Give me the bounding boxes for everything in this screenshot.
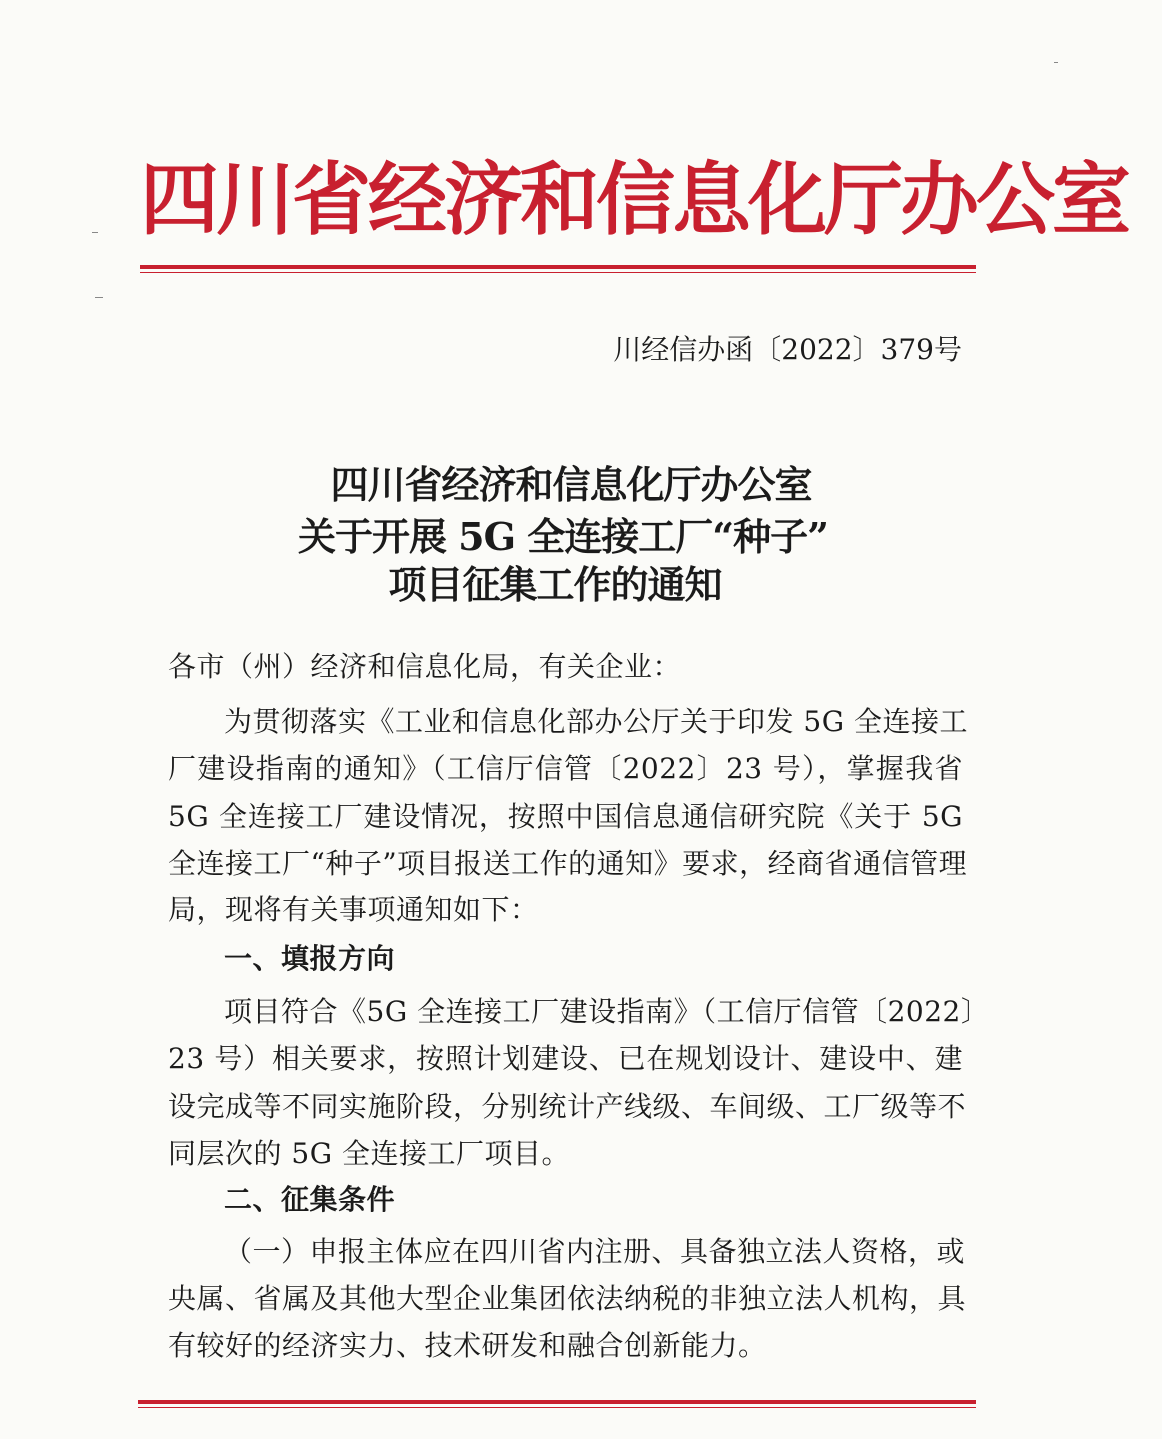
intro-line: 全连接工厂“种子”项目报送工作的通知》要求，经商省通信管理 (168, 847, 968, 880)
section-heading-1: 一、填报方向 (224, 942, 396, 975)
red-header-rule (140, 265, 976, 269)
intro-line: 厂建设指南的通知》（工信厅信管〔2022〕23 号），掌握我省 (168, 752, 963, 785)
section1-line: 项目符合《5G 全连接工厂建设指南》（工信厅信管〔2022〕 (224, 995, 990, 1028)
scan-speck (95, 297, 103, 298)
section1-line: 设完成等不同实施阶段，分别统计产线级、车间级、工厂级等不 (168, 1090, 967, 1123)
section-heading-2: 二、征集条件 (224, 1183, 396, 1216)
section2-line: 央属、省属及其他大型企业集团依法纳税的非独立法人机构，具 (168, 1282, 967, 1315)
scan-speck (1054, 62, 1058, 63)
title-line-1: 四川省经济和信息化厅办公室 (330, 462, 812, 507)
section1-line: 同层次的 5G 全连接工厂项目。 (168, 1137, 570, 1170)
intro-line: 为贯彻落实《工业和信息化部办公厅关于印发 5G 全连接工 (224, 705, 968, 738)
document-number: 川经信办函〔2022〕379号 (613, 333, 962, 366)
title-line-2: 关于开展 5G 全连接工厂“种子” (297, 514, 829, 559)
title-line-3: 项目征集工作的通知 (388, 562, 722, 607)
scan-speck (92, 232, 98, 233)
section2-line: （一）申报主体应在四川省内注册、具备独立法人资格，或 (224, 1235, 966, 1268)
section2-line: 有较好的经济实力、技术研发和融合创新能力。 (168, 1329, 767, 1362)
masthead: 四川省经济和信息化厅办公室 (140, 154, 1128, 246)
red-footer-rule (138, 1400, 976, 1404)
section1-line: 23 号）相关要求，按照计划建设、已在规划设计、建设中、建 (168, 1042, 963, 1075)
intro-line: 5G 全连接工厂建设情况，按照中国信息通信研究院《关于 5G (168, 800, 963, 833)
intro-line: 局，现将有关事项通知如下： (168, 893, 539, 926)
salutation: 各市（州）经济和信息化局，有关企业： (168, 650, 682, 683)
